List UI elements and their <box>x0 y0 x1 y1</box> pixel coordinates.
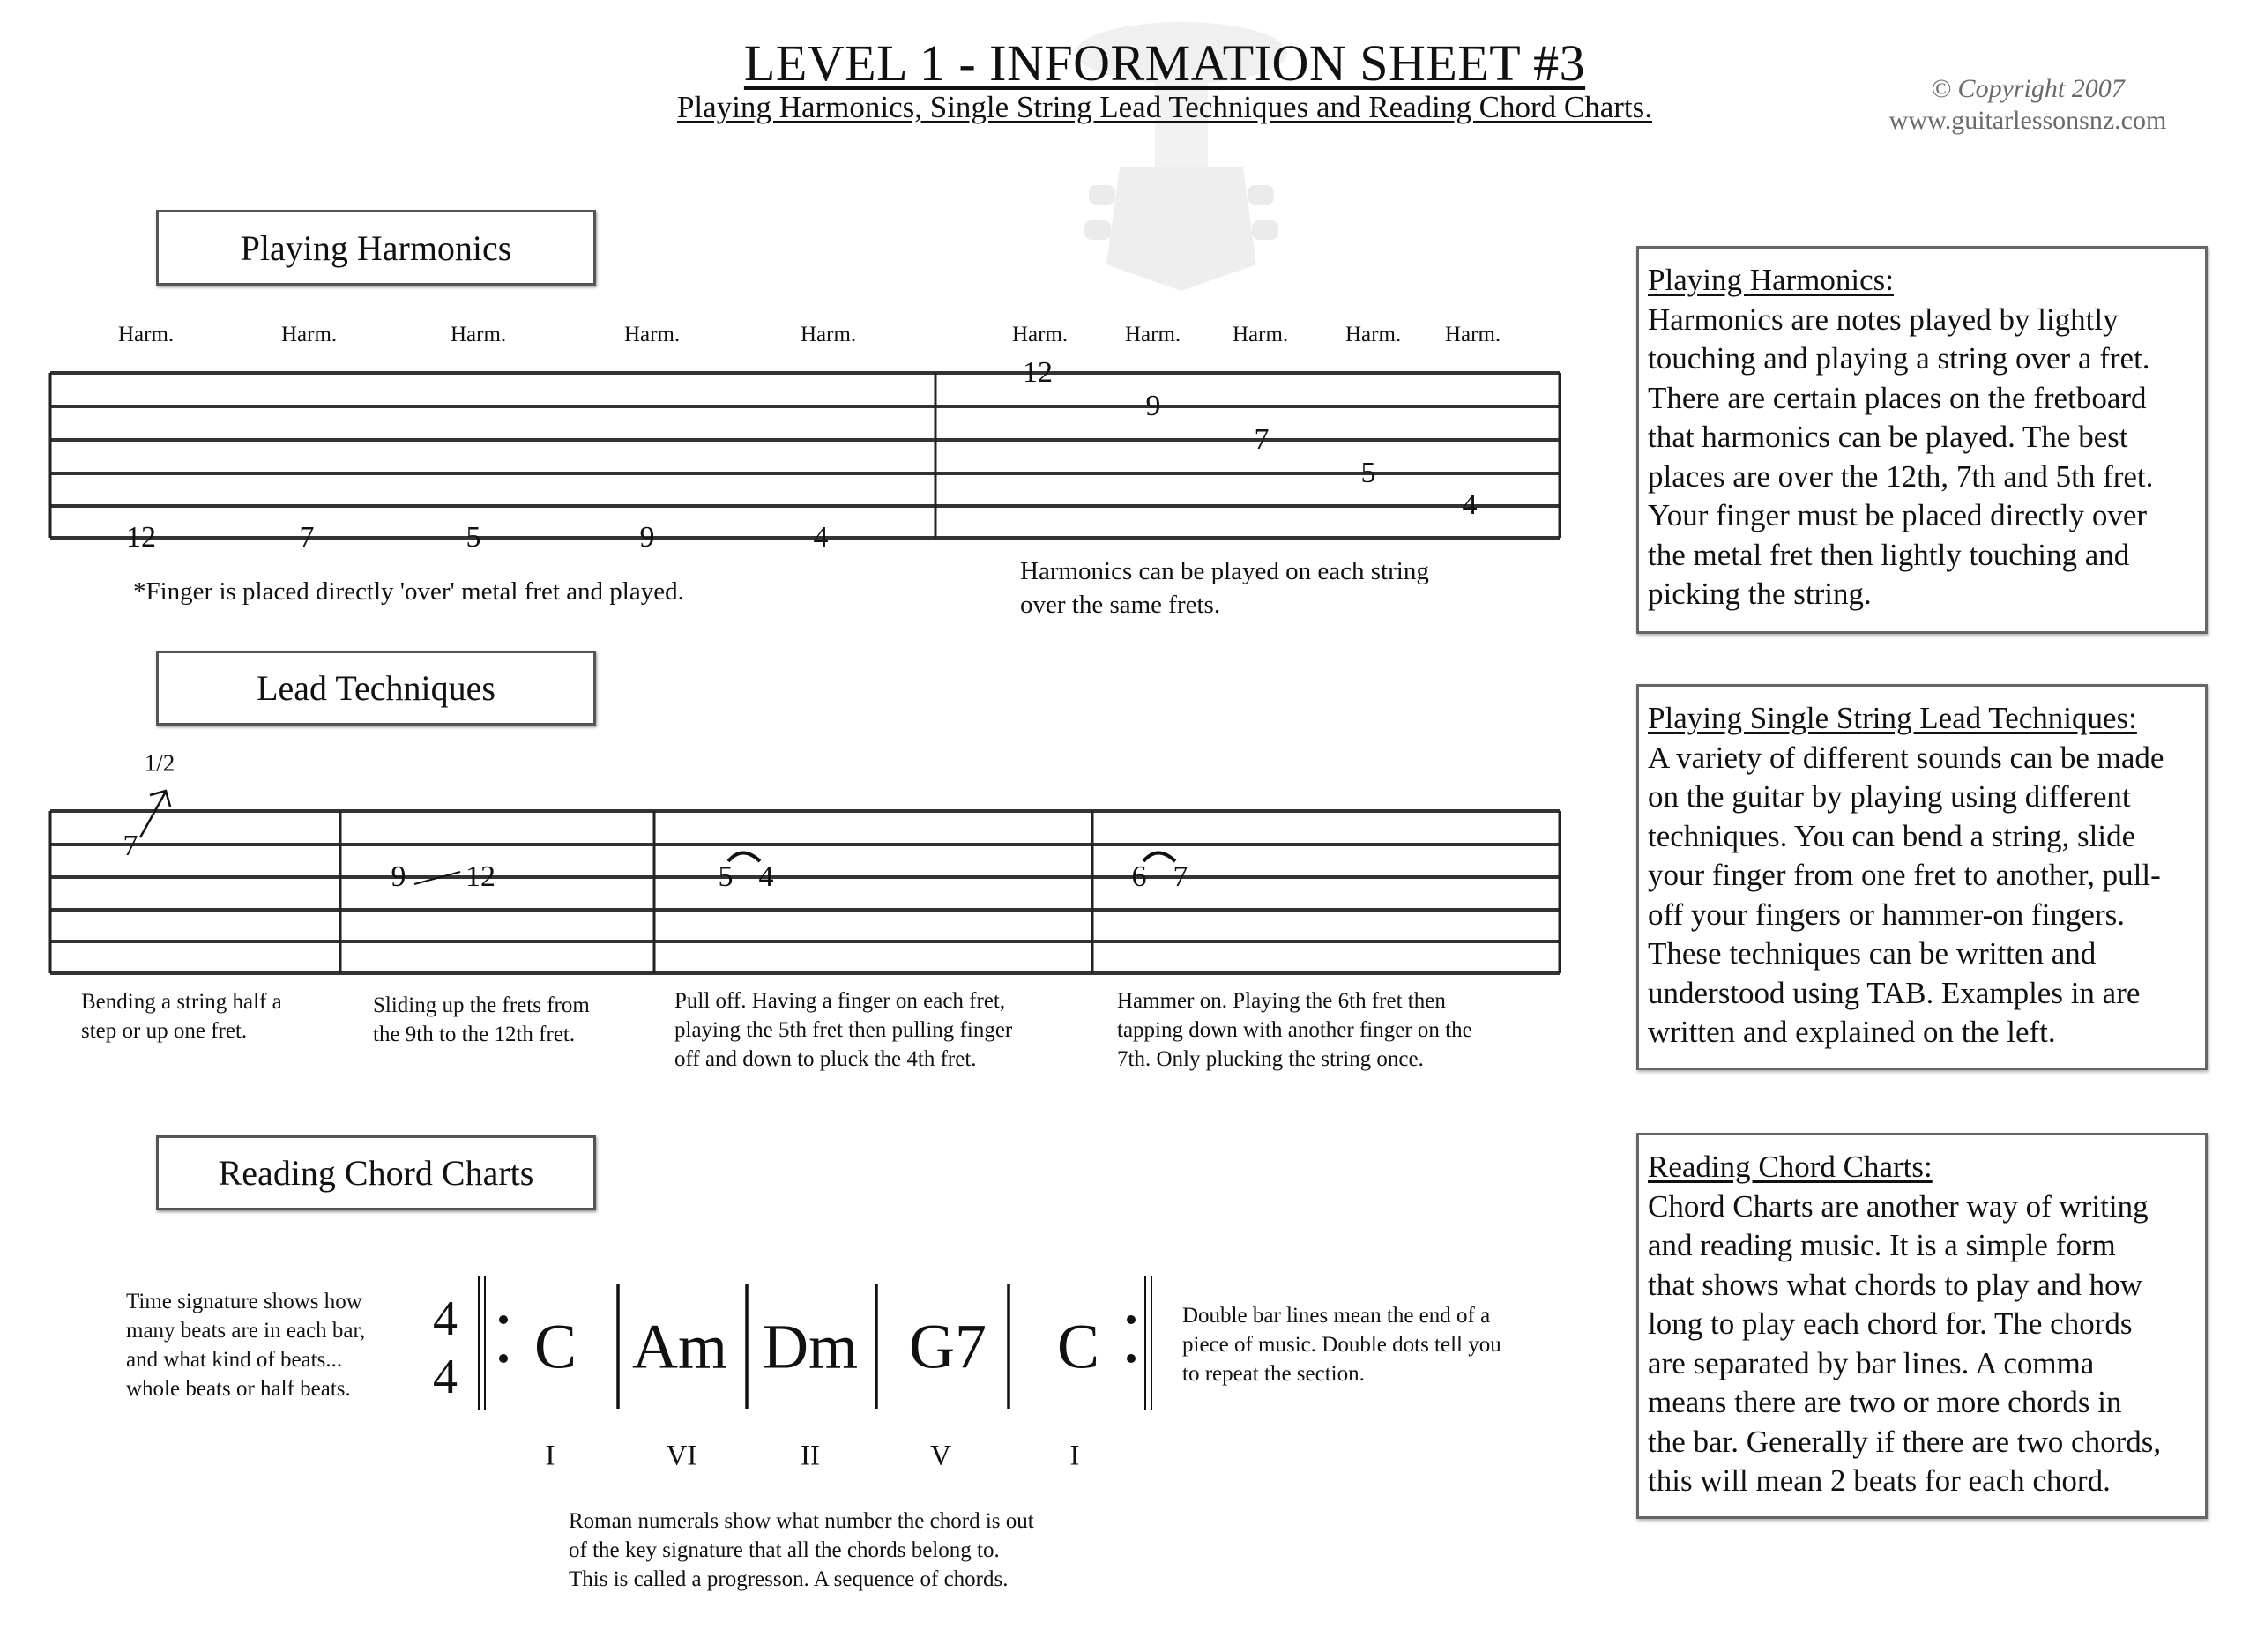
caption-line: off and down to pluck the 4th fret. <box>674 1047 977 1071</box>
caption-line: This is called a progresson. A sequence of chords. <box>569 1567 1009 1591</box>
info-line: Chord Charts are another way of writing <box>1648 1188 2149 1224</box>
info-line: written and explained on the left. <box>1648 1015 2056 1049</box>
fret-number: 5 <box>718 860 734 893</box>
info-line: this will mean 2 beats for each chord. <box>1648 1463 2111 1498</box>
harmonics-caption-left: *Finger is placed directly 'over' metal fret and played. <box>133 577 684 606</box>
info-line: your finger from one fret to another, pull- <box>1648 858 2161 892</box>
info-line: long to play each chord for. The chords <box>1648 1306 2133 1341</box>
harm-label: Harm. <box>118 323 175 346</box>
bend-amount: 1/2 <box>144 749 175 777</box>
info-line: techniques. You can bend a string, slide <box>1648 818 2136 853</box>
info-line: that harmonics can be played. The best <box>1648 420 2128 454</box>
roman-numeral: II <box>801 1440 820 1472</box>
caption-line: the 9th to the 12th fret. <box>373 1023 576 1046</box>
website-link[interactable]: www.guitarlessonsnz.com <box>1888 106 2167 135</box>
fret-number: 7 <box>1173 860 1188 893</box>
caption-line: of the key signature that all the chords belong to. <box>569 1538 1000 1562</box>
info-line: understood using TAB. Examples in are <box>1648 975 2141 1010</box>
fret-number: 4 <box>758 860 774 893</box>
page-subtitle: Playing Harmonics, Single String Lead Techniques and Reading Chord Charts. <box>676 90 1653 124</box>
info-line: Your finger must be placed directly over <box>1648 498 2148 532</box>
roman-numeral-caption <box>569 1507 1034 1594</box>
harm-label: Harm. <box>624 323 681 346</box>
time-signature-top: 4 <box>433 1291 458 1346</box>
fret-number: 5 <box>466 521 481 554</box>
info-line: on the guitar by playing using different <box>1648 779 2131 814</box>
info-box-heading: Playing Single String Lead Techniques: <box>1648 701 2137 735</box>
fret-number: 12 <box>1023 356 1053 389</box>
time-signature-bottom: 4 <box>433 1350 458 1404</box>
caption-line: tapping down with another finger on the <box>1117 1018 1472 1042</box>
double-bar-caption <box>1182 1301 1501 1388</box>
caption-line: Sliding up the frets from <box>373 993 590 1017</box>
info-line: off your fingers or hammer-on fingers. <box>1648 897 2125 932</box>
fret-number: 9 <box>1145 390 1161 422</box>
fret-number: 4 <box>813 521 829 554</box>
info-box-body <box>1648 301 2196 614</box>
caption-line: Bending a string half a <box>81 990 282 1014</box>
harm-label: Harm. <box>1345 323 1402 346</box>
section-title-text: Lead Techniques <box>257 668 495 708</box>
info-line: picking the string. <box>1648 577 1872 611</box>
info-box-harmonics <box>1636 246 2208 634</box>
harm-label: Harm. <box>451 323 507 346</box>
info-line: and reading music. It is a simple form <box>1648 1228 2116 1262</box>
info-line: These techniques can be written and <box>1648 936 2097 971</box>
caption-line: Pull off. Having a finger on each fret, <box>674 989 1006 1013</box>
harm-label: Harm. <box>281 323 338 346</box>
caption-line: playing the 5th fret then pulling finger <box>674 1018 1013 1042</box>
info-line: means there are two or more chords in <box>1648 1385 2122 1419</box>
info-line: that shows what chords to play and how <box>1648 1267 2142 1302</box>
chord-symbol: C <box>533 1311 577 1382</box>
fret-number: 6 <box>1131 860 1147 893</box>
info-line: Harmonics are notes played by lightly <box>1648 301 2119 337</box>
info-box-heading: Reading Chord Charts: <box>1648 1150 1933 1184</box>
section-title-text: Playing Harmonics <box>240 227 512 268</box>
caption-line: to repeat the section. <box>1182 1362 1365 1386</box>
info-box-chord-charts <box>1636 1133 2208 1519</box>
fret-number: 4 <box>1462 488 1478 521</box>
info-line: There are certain places on the fretboard <box>1648 380 2147 415</box>
section-title-text: Reading Chord Charts <box>218 1153 534 1193</box>
repeat-end-dots-icon <box>1127 1315 1136 1363</box>
info-box-body <box>1648 1187 2196 1501</box>
harm-label: Harm. <box>1233 323 1289 346</box>
harm-label: Harm. <box>801 323 857 346</box>
roman-numeral: I <box>1069 1440 1080 1472</box>
caption-line: and what kind of beats... <box>126 1348 343 1372</box>
harm-label: Harm. <box>1445 323 1501 346</box>
chord-symbol: G7 <box>909 1311 987 1382</box>
caption-line: Time signature shows how <box>126 1290 362 1313</box>
fret-number: 12 <box>466 860 495 893</box>
fret-number: 5 <box>1360 457 1376 489</box>
info-box-lead-techniques <box>1636 684 2208 1070</box>
harm-label: Harm. <box>1125 323 1181 346</box>
info-line: A variety of different sounds can be made <box>1648 740 2164 775</box>
caption-line: 7th. Only plucking the string once. <box>1117 1047 1424 1071</box>
fret-number: 7 <box>299 521 315 554</box>
repeat-start-dots-icon <box>499 1315 508 1363</box>
info-line: places are over the 12th, 7th and 5th fret. <box>1648 458 2154 494</box>
info-box-body <box>1648 739 2196 1053</box>
page-title: LEVEL 1 - INFORMATION SHEET #3 <box>743 34 1586 92</box>
roman-numeral: VI <box>666 1440 697 1472</box>
info-box-heading: Playing Harmonics: <box>1648 263 1894 297</box>
info-line: the bar. Generally if there are two chords, <box>1648 1424 2162 1459</box>
fret-number: 9 <box>391 860 406 893</box>
roman-numeral: I <box>545 1440 555 1472</box>
caption-line: step or up one fret. <box>81 1019 248 1043</box>
harm-label: Harm. <box>1012 323 1069 346</box>
roman-numeral: V <box>930 1440 951 1472</box>
chord-symbol: Am <box>632 1311 727 1382</box>
fret-number: 7 <box>1254 423 1270 456</box>
caption-line: piece of music. Double dots tell you <box>1182 1333 1501 1357</box>
info-line: touching and playing a string over a fret. <box>1648 341 2150 376</box>
harmonics-caption-right-line: Harmonics can be played on each string <box>1020 557 1429 585</box>
copyright-notice: © Copyright 2007 <box>1931 74 2125 103</box>
caption-line: Hammer on. Playing the 6th fret then <box>1117 989 1446 1013</box>
fret-number: 9 <box>639 521 655 554</box>
info-line: the metal fret then lightly touching and <box>1648 537 2130 572</box>
caption-line: Roman numerals show what number the chord is out <box>569 1509 1034 1533</box>
fret-number: 7 <box>123 830 138 862</box>
chord-symbol: C <box>1056 1311 1100 1382</box>
caption-line: many beats are in each bar, <box>126 1319 366 1343</box>
caption-line: whole beats or half beats. <box>126 1377 351 1401</box>
harmonics-caption-right-line: over the same frets. <box>1020 591 1221 619</box>
caption-line: Double bar lines mean the end of a <box>1182 1304 1491 1328</box>
fret-number: 12 <box>126 521 156 554</box>
chord-symbol: Dm <box>763 1311 858 1382</box>
info-line: are separated by bar lines. A comma <box>1648 1345 2095 1380</box>
